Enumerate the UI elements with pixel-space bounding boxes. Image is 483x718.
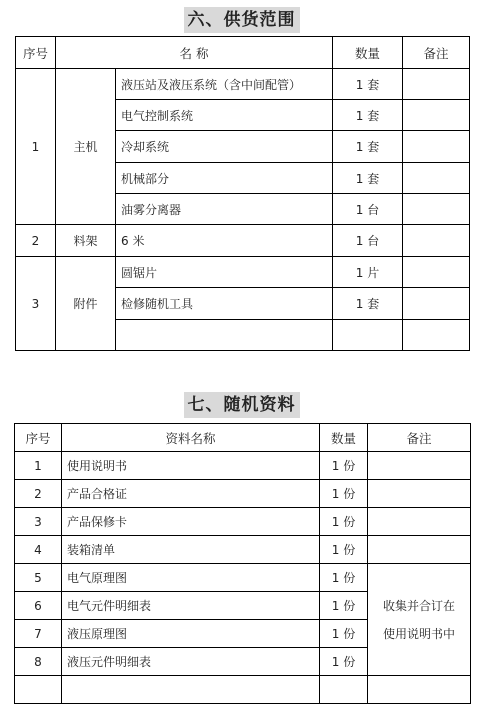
item-remark: [403, 320, 470, 351]
item-name: 检修随机工具: [116, 288, 333, 320]
item-name: 圆锯片: [116, 257, 333, 288]
item-qty: 1 套: [333, 131, 403, 163]
table-row: [15, 452, 471, 480]
row-no: 1: [15, 452, 62, 480]
header-no: 序号: [15, 424, 62, 452]
item-qty: [333, 320, 403, 351]
header-remark: 备注: [403, 37, 470, 69]
row-name: 电气原理图: [62, 564, 320, 592]
item-remark: [403, 100, 470, 131]
group-category: 附件: [56, 257, 116, 351]
row-qty: 1 份: [320, 592, 368, 620]
row-no: 6: [15, 592, 62, 620]
section-6-title-text: 六、供货范围: [184, 7, 300, 33]
item-qty: 1 台: [333, 225, 403, 257]
header-name: 名 称: [56, 37, 333, 69]
row-no: 3: [15, 508, 62, 536]
row-name: [62, 676, 320, 704]
row-no: 7: [15, 620, 62, 648]
table-row: [15, 676, 471, 704]
group-no: 2: [16, 225, 56, 257]
row-no: [15, 676, 62, 704]
table-header-row: [15, 424, 471, 452]
merged-remark: [368, 564, 471, 676]
item-remark: [403, 69, 470, 100]
group-no: 3: [16, 257, 56, 351]
table-header-row: [16, 37, 470, 69]
remark-line-1: 收集并合订在: [382, 598, 455, 613]
row-remark: [368, 536, 471, 564]
item-name: 液压站及液压系统（含中间配管）: [116, 69, 333, 100]
header-qty: 数量: [320, 424, 368, 452]
row-name: 使用说明书: [62, 452, 320, 480]
header-remark: 备注: [368, 424, 471, 452]
item-name: 油雾分离器: [116, 194, 333, 225]
row-name: 装箱清单: [62, 536, 320, 564]
item-remark: [403, 288, 470, 320]
remark-line-2: 使用说明书中: [382, 626, 455, 641]
item-remark: [403, 163, 470, 194]
row-name: 液压元件明细表: [62, 648, 320, 676]
item-remark: [403, 257, 470, 288]
item-qty: 1 片: [333, 257, 403, 288]
table-row: [15, 508, 471, 536]
row-qty: 1 份: [320, 452, 368, 480]
group-category: 料架: [56, 225, 116, 257]
documents-table: [14, 423, 471, 704]
header-name: 资料名称: [62, 424, 320, 452]
table-row: [16, 225, 470, 257]
section-7-title: [0, 392, 483, 418]
section-6-title: [0, 7, 483, 33]
row-name: 电气元件明细表: [62, 592, 320, 620]
row-name: 液压原理图: [62, 620, 320, 648]
row-qty: 1 份: [320, 536, 368, 564]
row-qty: 1 份: [320, 648, 368, 676]
item-qty: 1 台: [333, 194, 403, 225]
header-qty: 数量: [333, 37, 403, 69]
table-row: [15, 480, 471, 508]
table-row: [16, 257, 470, 288]
group-no: 1: [16, 69, 56, 225]
group-category: 主机: [56, 69, 116, 225]
item-name: 6 米: [116, 225, 333, 257]
row-remark: [368, 480, 471, 508]
item-remark: [403, 194, 470, 225]
table-row: [15, 564, 471, 592]
item-qty: 1 套: [333, 69, 403, 100]
row-remark: [368, 452, 471, 480]
section-7-title-text: 七、随机资料: [184, 392, 300, 418]
row-remark: [368, 508, 471, 536]
row-qty: 1 份: [320, 508, 368, 536]
table-row: [15, 536, 471, 564]
row-qty: 1 份: [320, 480, 368, 508]
item-qty: 1 套: [333, 100, 403, 131]
row-no: 8: [15, 648, 62, 676]
row-no: 2: [15, 480, 62, 508]
supply-scope-table: [15, 36, 470, 351]
row-name: 产品合格证: [62, 480, 320, 508]
row-qty: 1 份: [320, 564, 368, 592]
row-qty: 1 份: [320, 620, 368, 648]
item-qty: 1 套: [333, 288, 403, 320]
item-remark: [403, 131, 470, 163]
item-name: 冷却系统: [116, 131, 333, 163]
row-qty: [320, 676, 368, 704]
table-row: [16, 69, 470, 100]
item-remark: [403, 225, 470, 257]
header-no: 序号: [16, 37, 56, 69]
item-name: [116, 320, 333, 351]
item-name: 电气控制系统: [116, 100, 333, 131]
row-no: 4: [15, 536, 62, 564]
row-remark: [368, 676, 471, 704]
item-name: 机械部分: [116, 163, 333, 194]
row-no: 5: [15, 564, 62, 592]
item-qty: 1 套: [333, 163, 403, 194]
row-name: 产品保修卡: [62, 508, 320, 536]
